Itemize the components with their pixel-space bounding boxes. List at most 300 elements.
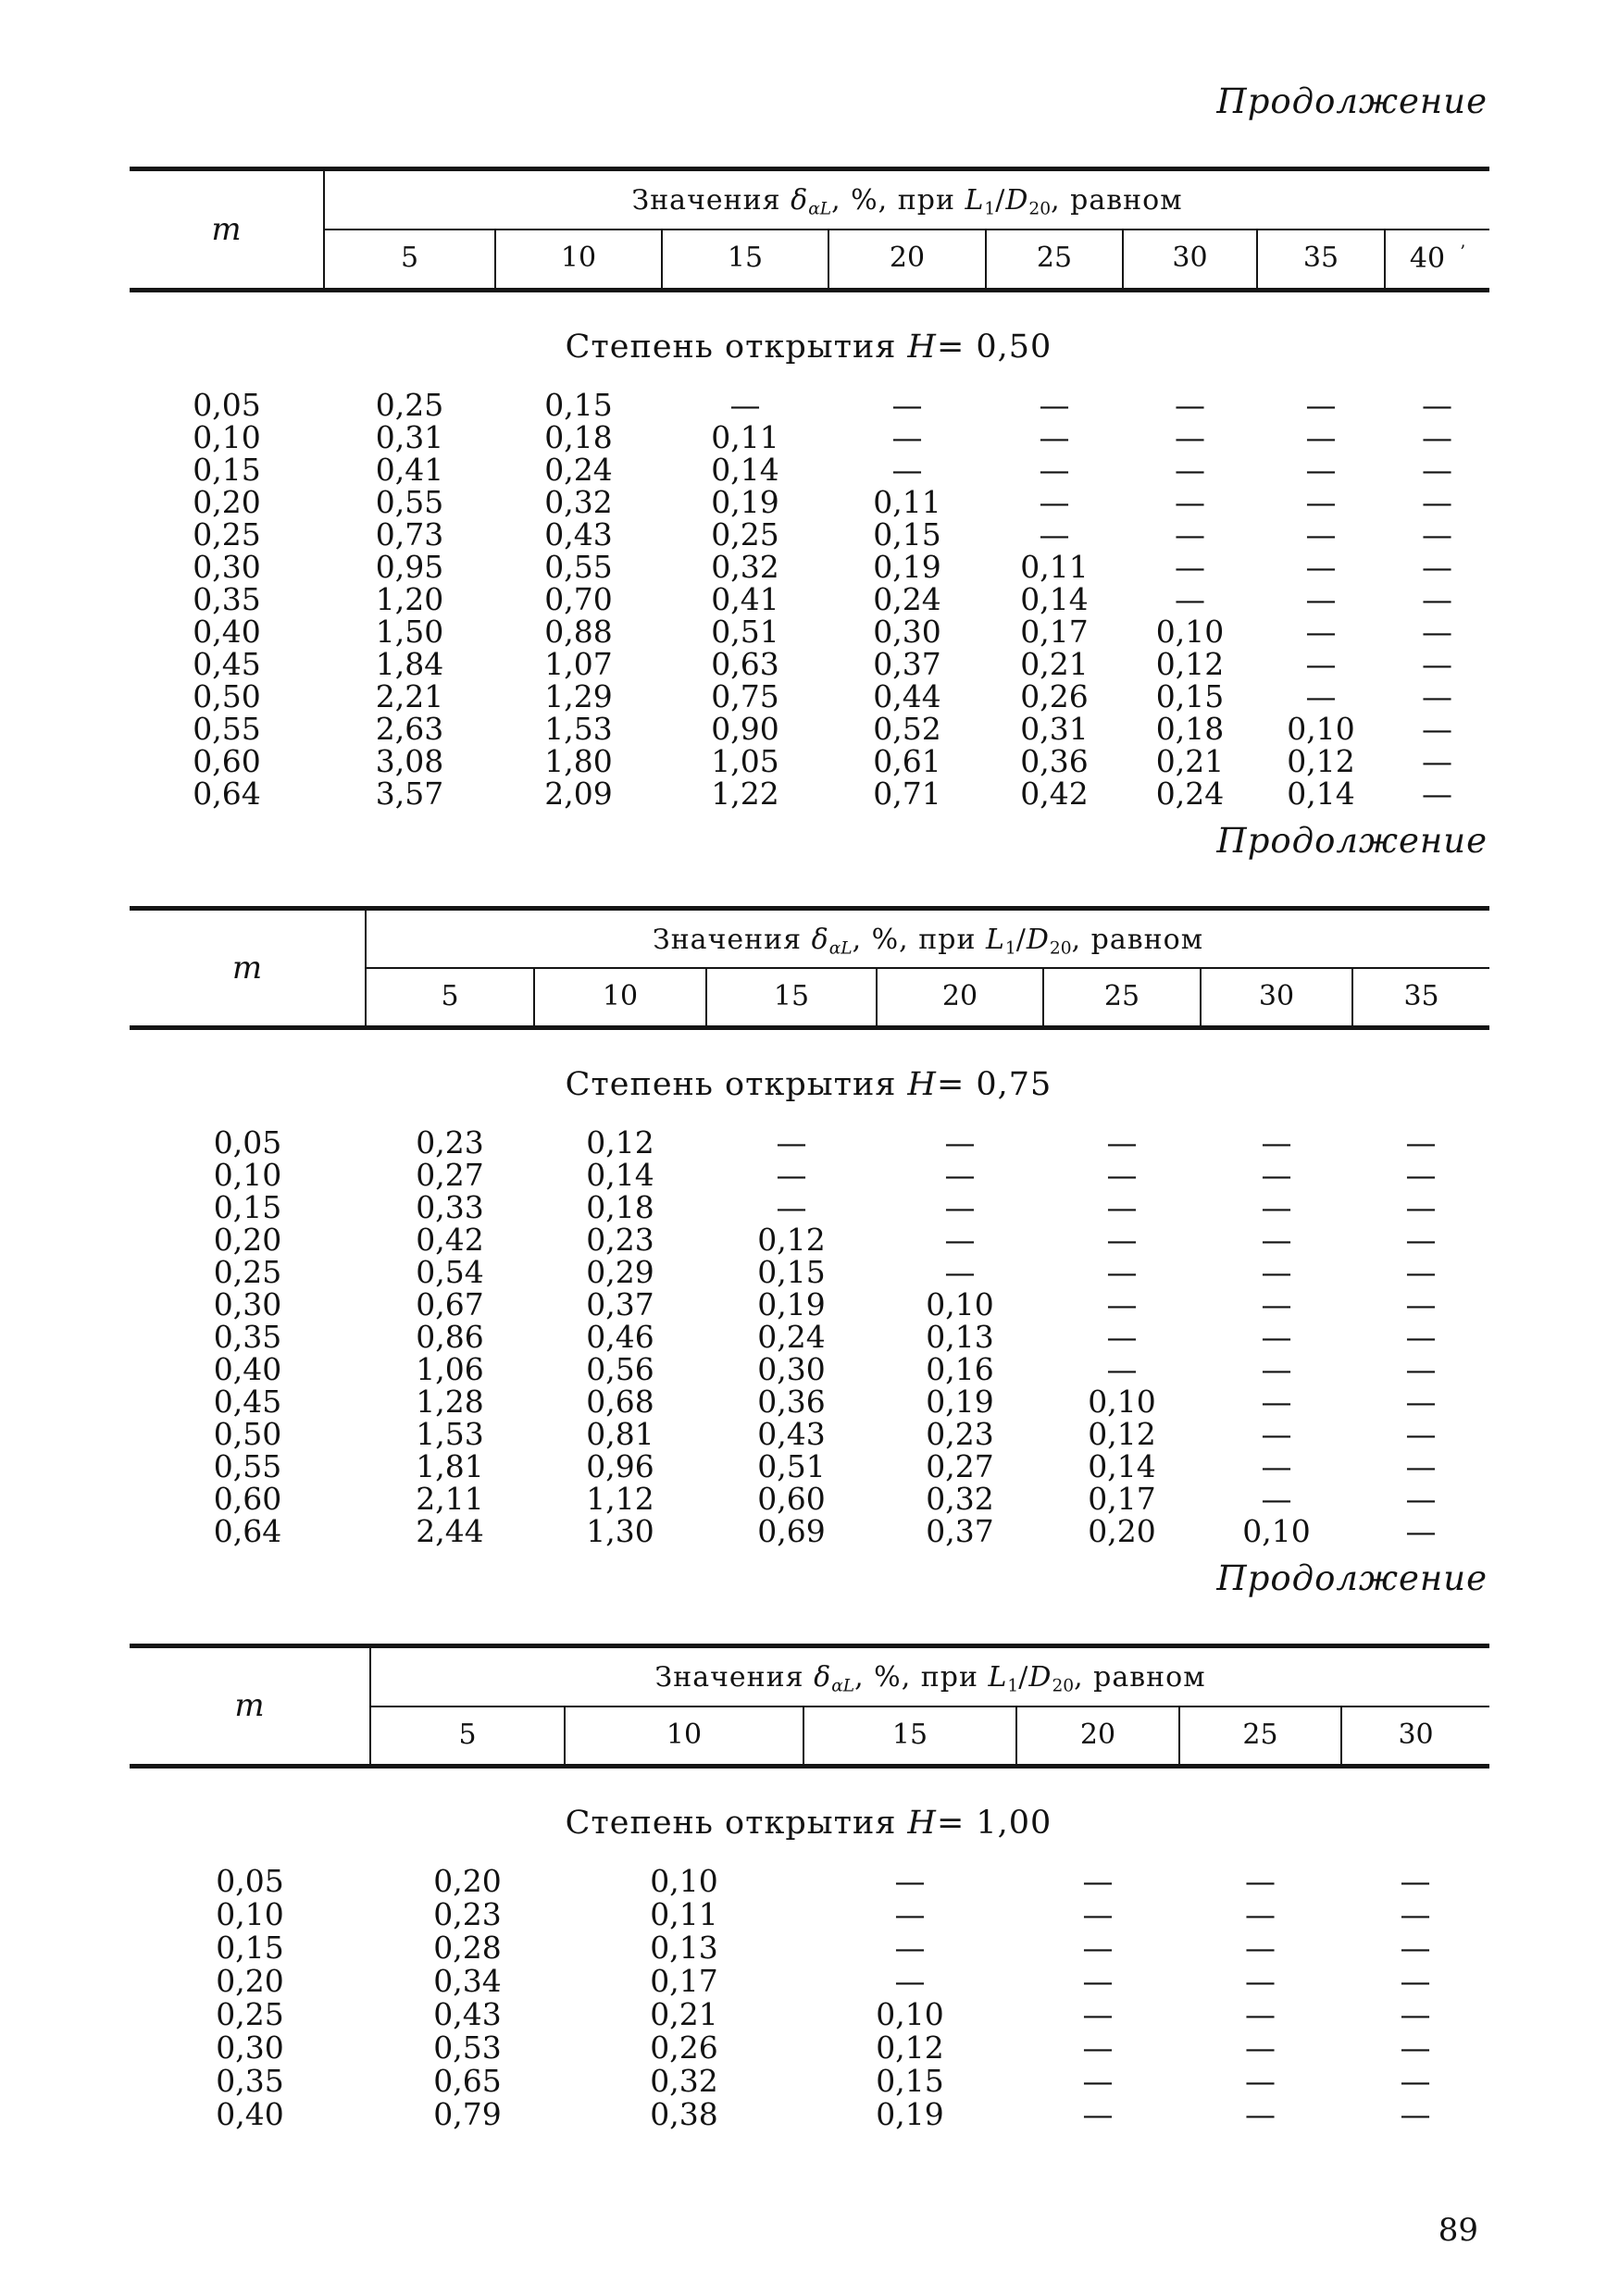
m-value: 0,10 bbox=[216, 1895, 284, 1932]
value-cell: 1,53 bbox=[416, 1416, 484, 1453]
stray-mark: ’ bbox=[1460, 241, 1466, 262]
value-cell: — bbox=[1261, 1254, 1292, 1291]
column-header: 40 ’ bbox=[1385, 230, 1489, 291]
value-cell: — bbox=[1305, 451, 1337, 488]
section-title bbox=[130, 1063, 1488, 1106]
value-cell: 0,79 bbox=[433, 2095, 502, 2132]
value-cell: — bbox=[1305, 548, 1337, 585]
value-cell: — bbox=[1039, 418, 1070, 455]
value-cell: 0,12 bbox=[1088, 1416, 1156, 1453]
caption-segment: Значения bbox=[654, 1661, 815, 1694]
value-cell: — bbox=[1422, 677, 1452, 714]
value-cell: — bbox=[944, 1124, 976, 1161]
value-cell: 0,21 bbox=[650, 1995, 718, 2032]
section-title bbox=[130, 1802, 1488, 1844]
value-cell: 1,29 bbox=[544, 677, 613, 714]
value-cell: 0,14 bbox=[1088, 1448, 1156, 1485]
value-cell: 0,68 bbox=[586, 1384, 654, 1421]
m-column-header: m bbox=[130, 169, 324, 291]
value-cell: 1,80 bbox=[544, 742, 613, 779]
value-cell: — bbox=[1422, 742, 1452, 779]
value-cell: — bbox=[1405, 1384, 1437, 1421]
value-cell: — bbox=[1261, 1157, 1292, 1194]
table-row bbox=[130, 745, 1489, 777]
column-header: 25 bbox=[1043, 968, 1201, 1028]
value-cell: — bbox=[1106, 1157, 1138, 1194]
caption-segment: 20 bbox=[1049, 938, 1072, 959]
value-cell: — bbox=[891, 451, 923, 488]
value-cell: — bbox=[944, 1222, 976, 1259]
value-cell: 3,57 bbox=[375, 775, 444, 812]
value-cell: 0,10 bbox=[650, 1862, 718, 1899]
value-cell: 0,67 bbox=[416, 1286, 484, 1323]
m-value: 0,35 bbox=[193, 580, 261, 617]
value-cell: 0,55 bbox=[544, 548, 613, 585]
table-row bbox=[130, 1353, 1489, 1385]
value-cell: — bbox=[1422, 386, 1452, 423]
caption-segment: Значения bbox=[653, 923, 812, 956]
value-cell: — bbox=[1245, 1895, 1276, 1932]
value-cell: — bbox=[1305, 645, 1337, 682]
value-cell: — bbox=[1106, 1189, 1138, 1226]
value-cell: — bbox=[1082, 1862, 1114, 1899]
value-cell: 0,32 bbox=[926, 1481, 994, 1518]
column-header: 20 bbox=[877, 968, 1043, 1028]
value-cell: 1,06 bbox=[416, 1351, 484, 1388]
table-row bbox=[130, 1126, 1489, 1159]
value-cell: — bbox=[1400, 2095, 1431, 2132]
value-cell: 0,23 bbox=[433, 1895, 502, 1932]
value-cell: 0,96 bbox=[586, 1448, 654, 1485]
value-cell: 1,81 bbox=[416, 1448, 484, 1485]
value-cell: 1,30 bbox=[586, 1513, 654, 1550]
section-title-text: Степень открытия bbox=[565, 1804, 897, 1842]
value-cell: — bbox=[1175, 580, 1205, 617]
value-cell: 0,31 bbox=[1020, 710, 1089, 747]
table-row bbox=[130, 1865, 1489, 1898]
value-cell: — bbox=[1175, 515, 1205, 552]
value-cell: — bbox=[944, 1189, 976, 1226]
value-cell: — bbox=[1400, 1962, 1431, 1999]
value-cell: 0,61 bbox=[873, 742, 941, 779]
value-cell: 0,43 bbox=[757, 1416, 826, 1453]
value-cell: — bbox=[1106, 1222, 1138, 1259]
value-cell: 0,44 bbox=[873, 677, 941, 714]
value-cell: 0,15 bbox=[544, 386, 613, 423]
value-cell: 1,07 bbox=[544, 645, 613, 682]
m-value: 0,10 bbox=[193, 418, 261, 455]
value-cell: — bbox=[1175, 451, 1205, 488]
value-cell: 0,27 bbox=[926, 1448, 994, 1485]
value-cell: 0,10 bbox=[876, 1995, 944, 2032]
value-cell: — bbox=[1039, 483, 1070, 520]
table-row bbox=[130, 1288, 1489, 1321]
value-cell: — bbox=[1405, 1416, 1437, 1453]
table-row bbox=[130, 1483, 1489, 1515]
column-header: 15 bbox=[803, 1706, 1016, 1767]
column-header: 25 bbox=[986, 230, 1123, 291]
value-cell: — bbox=[1422, 775, 1452, 812]
table-row bbox=[130, 1418, 1489, 1450]
value-cell: 0,10 bbox=[1155, 613, 1225, 650]
value-cell: 0,13 bbox=[926, 1319, 994, 1356]
value-cell: 0,60 bbox=[757, 1481, 826, 1518]
value-cell: — bbox=[1261, 1286, 1292, 1323]
value-cell: 0,12 bbox=[757, 1222, 826, 1259]
value-cell: 0,23 bbox=[926, 1416, 994, 1453]
value-cell: 0,11 bbox=[650, 1895, 718, 1932]
data-table bbox=[130, 1124, 1489, 1550]
section-title-variable: Н bbox=[907, 1804, 937, 1842]
column-header: 15 bbox=[662, 230, 828, 291]
value-cell: — bbox=[1261, 1384, 1292, 1421]
caption-segment: 20 bbox=[1028, 199, 1052, 219]
m-value: 0,30 bbox=[216, 2029, 284, 2066]
value-cell: — bbox=[1422, 710, 1452, 747]
value-cell: 0,14 bbox=[586, 1157, 654, 1194]
value-cell: — bbox=[894, 1962, 926, 1999]
caption-segment: 1 bbox=[1004, 938, 1016, 959]
table-row bbox=[130, 680, 1489, 713]
value-cell: 0,51 bbox=[757, 1448, 826, 1485]
column-header: 10 bbox=[495, 230, 662, 291]
value-cell: 0,25 bbox=[375, 386, 444, 423]
m-value: 0,50 bbox=[193, 677, 261, 714]
value-cell: — bbox=[1422, 580, 1452, 617]
value-cell: 0,81 bbox=[586, 1416, 654, 1453]
value-cell: 1,12 bbox=[586, 1481, 654, 1518]
value-cell: — bbox=[1082, 1995, 1114, 2032]
value-cell: 0,20 bbox=[433, 1862, 502, 1899]
value-cell: 0,56 bbox=[586, 1351, 654, 1388]
m-value: 0,20 bbox=[216, 1962, 284, 1999]
value-cell: 0,53 bbox=[433, 2029, 502, 2066]
value-cell: — bbox=[1245, 1862, 1276, 1899]
section-title-value: = 0,75 bbox=[936, 1066, 1052, 1104]
table-row bbox=[130, 1191, 1489, 1223]
value-cell: 0,38 bbox=[650, 2095, 718, 2132]
value-cell: — bbox=[776, 1189, 807, 1226]
value-cell: — bbox=[1400, 1995, 1431, 2032]
value-cell: — bbox=[1405, 1222, 1437, 1259]
caption-segment: D bbox=[1028, 1661, 1052, 1694]
value-cell: — bbox=[1405, 1189, 1437, 1226]
m-value: 0,25 bbox=[216, 1995, 284, 2032]
value-cell: 2,21 bbox=[375, 677, 444, 714]
value-cell: 0,15 bbox=[1155, 677, 1225, 714]
table-row bbox=[130, 1998, 1489, 2031]
section-title-variable: Н bbox=[907, 328, 937, 366]
table-row bbox=[130, 1385, 1489, 1418]
column-header: 25 bbox=[1179, 1706, 1341, 1767]
caption-segment: δ bbox=[811, 923, 829, 956]
continuation-label: Продолжение bbox=[1216, 820, 1488, 861]
value-cell: 0,12 bbox=[1155, 645, 1225, 682]
table-row bbox=[130, 713, 1489, 745]
value-cell: 0,37 bbox=[586, 1286, 654, 1323]
value-cell: — bbox=[1405, 1351, 1437, 1388]
value-cell: 0,75 bbox=[711, 677, 779, 714]
value-cell: 0,20 bbox=[1088, 1513, 1156, 1550]
value-cell: — bbox=[1082, 1929, 1114, 1966]
caption-segment: , равном bbox=[1051, 184, 1183, 217]
value-cell: 0,10 bbox=[1088, 1384, 1156, 1421]
caption-segment: δ bbox=[791, 184, 809, 217]
value-cell: 0,46 bbox=[586, 1319, 654, 1356]
table-row bbox=[130, 583, 1489, 615]
value-cell: 0,25 bbox=[711, 515, 779, 552]
table-block-h050 bbox=[130, 81, 1488, 810]
value-cell: — bbox=[1082, 1895, 1114, 1932]
table-row bbox=[130, 1321, 1489, 1353]
column-header: 35 bbox=[1352, 968, 1489, 1028]
value-cell: — bbox=[1305, 418, 1337, 455]
value-cell: 0,19 bbox=[926, 1384, 994, 1421]
caption-segment: , %, при bbox=[852, 923, 986, 956]
value-cell: 0,19 bbox=[711, 483, 779, 520]
value-cell: — bbox=[1245, 2062, 1276, 2099]
table-row bbox=[130, 1515, 1489, 1547]
m-value: 0,25 bbox=[213, 1254, 282, 1291]
value-cell: — bbox=[1082, 2062, 1114, 2099]
m-value: 0,20 bbox=[213, 1222, 282, 1259]
value-cell: — bbox=[1400, 2029, 1431, 2066]
caption-segment: / bbox=[995, 184, 1006, 217]
value-cell: — bbox=[1261, 1416, 1292, 1453]
value-cell: 0,37 bbox=[873, 645, 941, 682]
section-title-value: = 1,00 bbox=[936, 1804, 1052, 1842]
column-header: 15 bbox=[706, 968, 877, 1028]
value-cell: 1,28 bbox=[416, 1384, 484, 1421]
value-cell: — bbox=[1405, 1286, 1437, 1323]
value-cell: — bbox=[1305, 613, 1337, 650]
value-cell: — bbox=[776, 1157, 807, 1194]
value-cell: 0,43 bbox=[433, 1995, 502, 2032]
table-block-h075 bbox=[130, 821, 1488, 1548]
value-cell: 0,23 bbox=[416, 1124, 484, 1161]
value-cell: 1,22 bbox=[711, 775, 779, 812]
m-value: 0,15 bbox=[216, 1929, 284, 1966]
value-cell: — bbox=[1400, 2062, 1431, 2099]
value-cell: — bbox=[1422, 645, 1452, 682]
table-row bbox=[130, 1159, 1489, 1191]
value-cell: — bbox=[894, 1862, 926, 1899]
section-title-variable: Н bbox=[907, 1066, 937, 1104]
value-cell: 0,43 bbox=[544, 515, 613, 552]
value-cell: — bbox=[1305, 483, 1337, 520]
value-cell: 0,30 bbox=[873, 613, 941, 650]
table-row bbox=[130, 615, 1489, 648]
table-row bbox=[130, 1256, 1489, 1288]
column-header: 30 bbox=[1341, 1706, 1489, 1767]
value-cell: — bbox=[1422, 483, 1452, 520]
caption-segment: αL bbox=[831, 1676, 855, 1696]
table-row bbox=[130, 1450, 1489, 1483]
m-column-header: m bbox=[130, 1646, 370, 1767]
value-cell: — bbox=[1106, 1254, 1138, 1291]
value-cell: — bbox=[1261, 1481, 1292, 1518]
m-value: 0,45 bbox=[193, 645, 261, 682]
table-row bbox=[130, 389, 1489, 421]
value-cell: 0,32 bbox=[650, 2062, 718, 2099]
m-value: 0,05 bbox=[213, 1124, 282, 1161]
caption-segment: , %, при bbox=[854, 1661, 989, 1694]
value-cell: — bbox=[1106, 1286, 1138, 1323]
value-cell: — bbox=[1422, 613, 1452, 650]
column-header: 10 bbox=[565, 1706, 803, 1767]
caption-segment: D bbox=[1026, 923, 1050, 956]
caption-segment: 20 bbox=[1052, 1676, 1075, 1696]
value-cell: — bbox=[1405, 1513, 1437, 1550]
value-cell: 0,33 bbox=[416, 1189, 484, 1226]
value-cell: 0,27 bbox=[416, 1157, 484, 1194]
value-cell: 0,70 bbox=[544, 580, 613, 617]
table-row bbox=[130, 1223, 1489, 1256]
value-cell: 0,26 bbox=[1020, 677, 1089, 714]
value-cell: 0,34 bbox=[433, 1962, 502, 1999]
value-cell: 0,19 bbox=[757, 1286, 826, 1323]
m-value: 0,15 bbox=[193, 451, 261, 488]
section-title-value: = 0,50 bbox=[936, 328, 1052, 366]
value-cell: — bbox=[1405, 1319, 1437, 1356]
table-row bbox=[130, 2065, 1489, 2098]
column-header: 35 bbox=[1257, 230, 1385, 291]
value-cell: — bbox=[1405, 1481, 1437, 1518]
caption-segment: 1 bbox=[1007, 1676, 1019, 1696]
value-cell: 0,30 bbox=[757, 1351, 826, 1388]
caption-segment: αL bbox=[828, 938, 853, 959]
value-cell: 0,21 bbox=[1155, 742, 1225, 779]
value-cell: — bbox=[776, 1124, 807, 1161]
m-value: 0,05 bbox=[216, 1862, 284, 1899]
value-cell: — bbox=[1422, 451, 1452, 488]
value-cell: 0,24 bbox=[544, 451, 613, 488]
value-cell: 0,19 bbox=[876, 2095, 944, 2132]
caption-segment: L bbox=[988, 1661, 1008, 1694]
value-cell: 0,41 bbox=[711, 580, 779, 617]
m-value: 0,55 bbox=[193, 710, 261, 747]
column-header: 20 bbox=[1016, 1706, 1179, 1767]
value-cell: 0,16 bbox=[926, 1351, 994, 1388]
value-cell: 0,51 bbox=[711, 613, 779, 650]
value-cell: — bbox=[1082, 2029, 1114, 2066]
value-cell: 0,15 bbox=[873, 515, 941, 552]
value-cell: — bbox=[1261, 1222, 1292, 1259]
value-cell: — bbox=[894, 1895, 926, 1932]
m-value: 0,60 bbox=[193, 742, 261, 779]
value-cell: 0,36 bbox=[757, 1384, 826, 1421]
value-cell: — bbox=[1245, 1962, 1276, 1999]
table-row bbox=[130, 421, 1489, 453]
column-header: 30 bbox=[1123, 230, 1257, 291]
column-header: 30 bbox=[1201, 968, 1352, 1028]
value-cell: 0,14 bbox=[1287, 775, 1355, 812]
table-row bbox=[130, 2098, 1489, 2131]
value-cell: — bbox=[1261, 1124, 1292, 1161]
value-cell: — bbox=[891, 386, 923, 423]
table-row bbox=[130, 777, 1489, 810]
value-cell: 0,17 bbox=[650, 1962, 718, 1999]
m-value: 0,55 bbox=[213, 1448, 282, 1485]
value-cell: — bbox=[1175, 483, 1205, 520]
value-cell: 0,63 bbox=[711, 645, 779, 682]
table-row bbox=[130, 551, 1489, 583]
value-cell: 0,11 bbox=[873, 483, 941, 520]
value-cell: — bbox=[1039, 515, 1070, 552]
value-cell: — bbox=[1245, 2095, 1276, 2132]
value-cell: 2,44 bbox=[416, 1513, 484, 1550]
caption-segment: Значения bbox=[631, 184, 791, 217]
value-cell: 0,21 bbox=[1020, 645, 1089, 682]
value-cell: 1,53 bbox=[544, 710, 613, 747]
caption-segment: αL bbox=[808, 199, 832, 219]
continuation-label: Продолжение bbox=[1216, 81, 1488, 121]
value-cell: — bbox=[1400, 1895, 1431, 1932]
column-header: 20 bbox=[828, 230, 986, 291]
value-cell: — bbox=[1400, 1929, 1431, 1966]
value-cell: — bbox=[1082, 1962, 1114, 1999]
value-cell: 0,86 bbox=[416, 1319, 484, 1356]
m-value: 0,64 bbox=[213, 1513, 282, 1550]
value-cell: — bbox=[1422, 515, 1452, 552]
m-value: 0,40 bbox=[193, 613, 261, 650]
value-cell: — bbox=[1175, 548, 1205, 585]
caption-segment: L bbox=[965, 184, 985, 217]
value-cell: — bbox=[1305, 580, 1337, 617]
value-cell: 0,37 bbox=[926, 1513, 994, 1550]
value-cell: — bbox=[1405, 1157, 1437, 1194]
value-cell: 1,50 bbox=[375, 613, 444, 650]
value-cell: — bbox=[1175, 418, 1205, 455]
m-value: 0,40 bbox=[216, 2095, 284, 2132]
data-table bbox=[130, 1862, 1489, 2132]
value-cell: 2,09 bbox=[544, 775, 613, 812]
section-title-text: Степень открытия bbox=[565, 328, 897, 366]
value-cell: — bbox=[1422, 548, 1452, 585]
value-cell: 0,24 bbox=[757, 1319, 826, 1356]
value-cell: 0,12 bbox=[586, 1124, 654, 1161]
value-cell: — bbox=[1175, 386, 1205, 423]
value-cell: — bbox=[1305, 386, 1337, 423]
value-cell: 0,95 bbox=[375, 548, 444, 585]
value-cell: 0,11 bbox=[711, 418, 779, 455]
value-cell: 0,10 bbox=[1242, 1513, 1311, 1550]
table-header bbox=[130, 906, 1489, 1031]
value-cell: 0,88 bbox=[544, 613, 613, 650]
value-cell: 0,54 bbox=[416, 1254, 484, 1291]
value-cell: 0,32 bbox=[544, 483, 613, 520]
value-cell: 0,65 bbox=[433, 2062, 502, 2099]
value-cell: — bbox=[1305, 515, 1337, 552]
table-row bbox=[130, 1931, 1489, 1965]
value-cell: 0,13 bbox=[650, 1929, 718, 1966]
caption-segment: / bbox=[1015, 923, 1027, 956]
m-value: 0,64 bbox=[193, 775, 261, 812]
value-cell: — bbox=[1422, 418, 1452, 455]
m-value: 0,30 bbox=[193, 548, 261, 585]
page-number: 89 bbox=[1438, 2212, 1478, 2249]
value-cell: 1,84 bbox=[375, 645, 444, 682]
value-cell: — bbox=[1106, 1319, 1138, 1356]
value-cell: 0,28 bbox=[433, 1929, 502, 1966]
m-value: 0,40 bbox=[213, 1351, 282, 1388]
value-cell: — bbox=[1245, 2029, 1276, 2066]
value-cell: — bbox=[1261, 1319, 1292, 1356]
value-cell: 0,29 bbox=[586, 1254, 654, 1291]
value-cell: — bbox=[1245, 1929, 1276, 1966]
table-row bbox=[130, 486, 1489, 518]
column-header: 10 bbox=[534, 968, 706, 1028]
